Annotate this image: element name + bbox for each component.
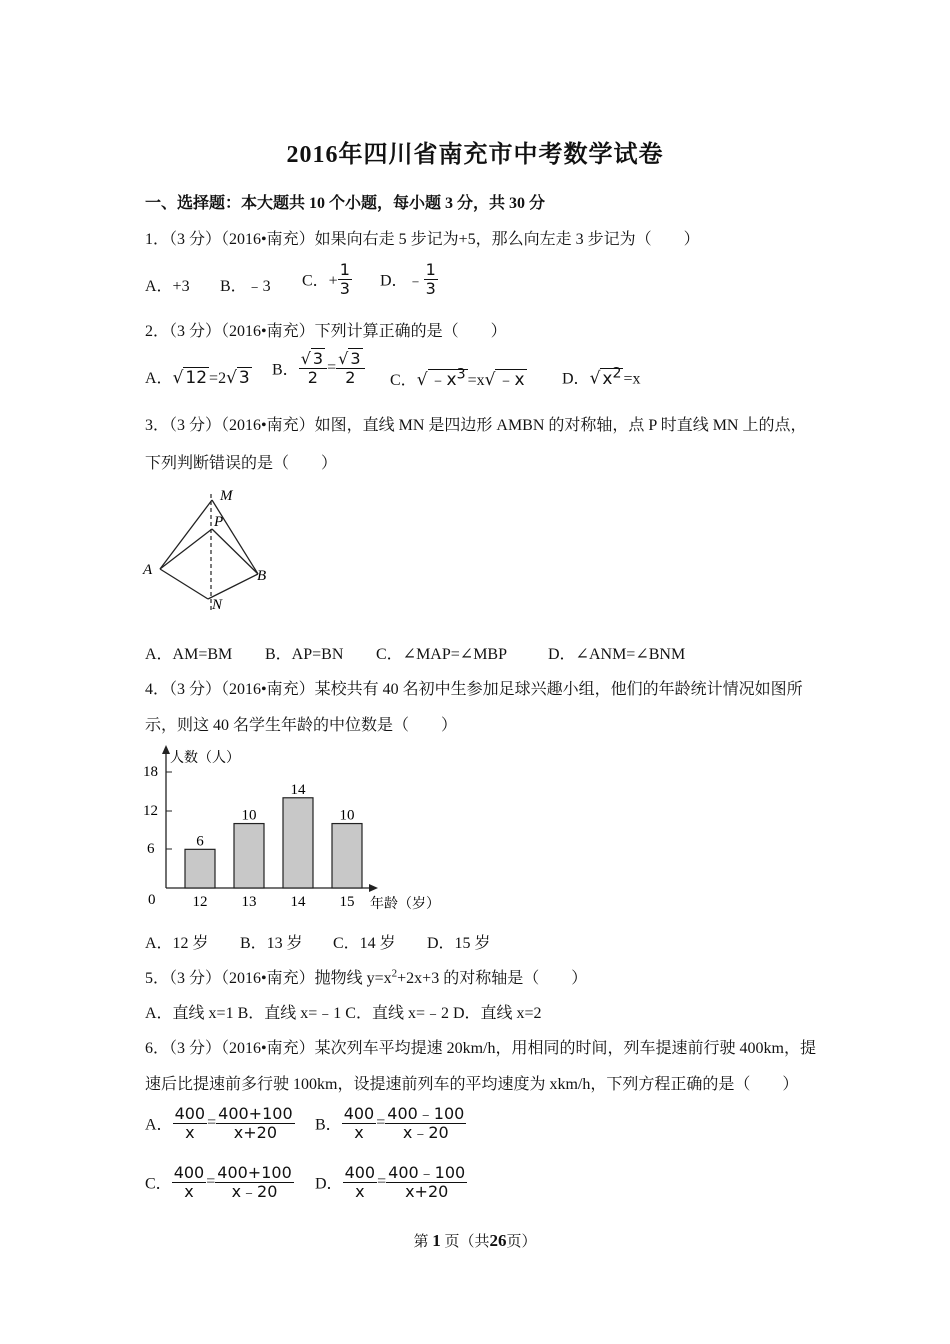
q6-b-right — [385, 1105, 466, 1141]
q3-option-c: C．∠MAP=∠MBP — [376, 646, 507, 663]
page-title: 2016年四川省南充市中考数学试卷 — [286, 142, 664, 168]
q1-c-den: 3 — [339, 278, 350, 298]
q6-b-left — [342, 1105, 377, 1141]
footer-post: 页） — [506, 1234, 537, 1250]
question-5-stem — [145, 965, 587, 988]
question-4-stem-line2: 示，则这 40 名学生年龄的中位数是（ ） — [145, 717, 458, 734]
q2-c-rad1 — [428, 366, 468, 390]
q6-option-d — [315, 1164, 467, 1200]
chart-y-arrow — [162, 745, 170, 754]
chart-ytick-18: 18 — [143, 764, 158, 780]
q6-a-left — [173, 1105, 208, 1141]
q2-b-rnum: √ 3 — [336, 350, 364, 369]
q2-c-label: C． — [390, 372, 417, 389]
q2-d-eq: =x — [623, 370, 641, 388]
chart-x-arrow — [369, 884, 378, 892]
q5-options: A．直线 x=1 B．直线 x=﹣1 C．直线 x=﹣2 D．直线 x=2 — [145, 1005, 542, 1022]
chart-category-label-12: 12 — [192, 894, 208, 910]
q2-a-sqrt2: √ 3 — [226, 368, 250, 388]
chart-value-label-13: 10 — [241, 807, 257, 824]
q2-a-label: A． — [145, 370, 173, 387]
q3-label-p: P — [214, 514, 224, 530]
q6-d-eq: = — [377, 1173, 387, 1191]
q2-b-num-rad: 3 — [312, 349, 324, 368]
q1-c-num: 1 — [339, 260, 350, 279]
q2-b-frac-right — [336, 350, 364, 386]
q3-label-b: B — [257, 568, 267, 584]
q2-d-exp: 2 — [612, 365, 622, 381]
chart-category-label-15: 15 — [339, 894, 355, 910]
chart-bar-15 — [332, 824, 362, 888]
chart-x-label: 年龄（岁） — [370, 897, 440, 912]
chart-value-label-15: 10 — [339, 807, 355, 824]
q2-b-label: B． — [272, 361, 299, 379]
q6-d-ld: x — [355, 1181, 365, 1201]
q6-a-label: A． — [145, 1116, 173, 1134]
q4-option-c: C．14 岁 — [333, 935, 396, 952]
q2-c-rad1-text: ﹣x — [429, 370, 457, 390]
q6-c-rn: 400+100 — [217, 1163, 292, 1182]
question-6-stem-line1: 6．（3 分）（2016•南充）某次列车平均提速 20km/h，用相同的时间，列车提速前行驶 400km，提 — [145, 1040, 816, 1057]
chart-value-label-12: 6 — [196, 833, 204, 850]
q3-option-d: D．∠ANM=∠BNM — [548, 646, 686, 663]
q2-d-label: D． — [562, 370, 590, 388]
q3-label-n: N — [212, 597, 223, 613]
q2-option-a — [145, 365, 252, 388]
q6-a-ld: x — [185, 1122, 195, 1142]
q6-c-left — [172, 1164, 207, 1200]
q4-bar-chart — [140, 742, 450, 917]
q3-line-bn — [208, 574, 258, 599]
q6-b-ln: 400 — [343, 1104, 375, 1123]
q6-b-ld: x — [354, 1122, 364, 1142]
q2-b-eq: = — [327, 359, 337, 377]
q6-d-ln: 400 — [344, 1163, 376, 1182]
q3-label-m: M — [220, 488, 233, 504]
q2-c-sqrt1: √ $﹣x^3$ — [416, 366, 466, 390]
q6-d-left — [343, 1164, 378, 1200]
q6-c-eq: = — [206, 1173, 216, 1191]
q4-option-b: B．13 岁 — [240, 935, 303, 952]
chart-y-label: 人数（人） — [170, 751, 240, 766]
page-footer — [0, 1230, 950, 1251]
q6-a-right — [216, 1105, 294, 1141]
q2-b-frac-left — [299, 350, 327, 386]
q1-option-b: B．﹣3 — [220, 278, 271, 295]
footer-mid: 页（共 — [444, 1234, 490, 1250]
q1-option-d — [380, 261, 438, 297]
q6-c-rd: x﹣20 — [231, 1181, 278, 1201]
q3-line-bp — [212, 529, 258, 574]
q2-c-exp: 3 — [456, 366, 466, 383]
question-3-stem-line1: 3．（3 分）（2016•南充）如图，直线 MN 是四边形 AMBN 的对称轴，点 P 时直线 MN 上的点， — [145, 417, 807, 434]
q6-b-rn: 400﹣100 — [387, 1104, 465, 1123]
q2-option-b — [272, 350, 365, 386]
q6-d-label: D． — [315, 1175, 343, 1193]
q6-d-rd: x+20 — [405, 1181, 449, 1201]
q1-option-a: A．+3 — [145, 278, 190, 295]
q2-a-eq: =2 — [209, 370, 227, 387]
q6-a-ln: 400 — [174, 1104, 206, 1123]
q2-c-eq: =x — [467, 372, 485, 389]
question-4-stem-line1: 4．（3 分）（2016•南充）某校共有 40 名初中生参加足球兴趣小组，他们的年龄统计情况如图所 — [145, 681, 803, 698]
question-3-stem-line2: 下列判断错误的是（ ） — [145, 455, 338, 472]
q2-a-rad1: 12 — [185, 368, 208, 388]
q1-c-label: C．+ — [302, 272, 338, 290]
chart-value-label-14: 14 — [290, 781, 306, 798]
q1-c-fraction — [338, 261, 352, 297]
chart-category-label-14: 14 — [290, 894, 306, 910]
q2-a-rad2: 3 — [238, 368, 250, 388]
q4-option-a: A．12 岁 — [145, 935, 209, 952]
q2-option-d — [562, 365, 641, 389]
section-heading: 一、选择题：本大题共 10 个小题，每小题 3 分，共 30 分 — [145, 195, 546, 212]
q1-d-label: D．﹣ — [380, 272, 424, 290]
q5-stem-pre: 5．（3 分）（2016•南充）抛物线 y=x — [145, 970, 392, 987]
q2-b-rden: 2 — [345, 367, 356, 387]
question-6-stem-line2: 速后比提速前多行驶 100km，设提速前列车的平均速度为 xkm/h，下列方程正确的是（ ） — [145, 1076, 799, 1093]
q1-d-fraction — [424, 261, 438, 297]
q3-line-bm — [212, 500, 258, 574]
q3-label-a: A — [143, 562, 153, 578]
chart-category-label-13: 13 — [241, 894, 257, 910]
footer-total-pages: 26 — [489, 1231, 507, 1250]
q6-c-ln: 400 — [173, 1163, 205, 1182]
q3-option-b: B．AP=BN — [265, 646, 344, 663]
q5-stem-post: +2x+3 的对称轴是（ ） — [397, 970, 588, 987]
q6-a-eq: = — [207, 1114, 217, 1132]
q3-line-an — [160, 569, 208, 599]
q2-c-rad2: ﹣x — [497, 370, 525, 390]
q2-b-rnum-rad: 3 — [350, 349, 361, 368]
q2-option-c — [390, 365, 527, 390]
q6-b-eq: = — [376, 1114, 386, 1132]
q5-stem-sup: 2 — [391, 967, 398, 980]
q6-c-label: C． — [145, 1175, 172, 1193]
q4-option-d: D．15 岁 — [427, 935, 491, 952]
q1-d-den: 3 — [425, 278, 436, 298]
q1-option-c — [302, 261, 352, 297]
q1-d-num: 1 — [425, 260, 436, 279]
q6-c-ld: x — [184, 1181, 194, 1201]
q2-d-rad-text: x — [602, 368, 613, 389]
q3-option-a: A．AM=BM — [145, 646, 233, 663]
question-2-stem: 2．（3 分）（2016•南充）下列计算正确的是（ ） — [145, 323, 507, 340]
q6-b-rd: x﹣20 — [402, 1122, 449, 1142]
question-1-stem: 1．（3 分）（2016•南充）如果向右走 5 步记为+5，那么向左走 3 步记为（ ） — [145, 231, 700, 248]
q6-option-b — [315, 1105, 466, 1141]
q2-b-num: √ 3 — [299, 350, 327, 369]
q6-a-rn: 400+100 — [218, 1104, 293, 1123]
chart-ytick-6: 6 — [147, 841, 155, 857]
chart-bar-12 — [185, 849, 215, 888]
chart-ytick-12: 12 — [143, 803, 158, 819]
q6-option-c — [145, 1164, 294, 1200]
q3-geometry-figure — [140, 484, 280, 614]
q6-d-rn: 400﹣100 — [388, 1163, 466, 1182]
q2-b-den: 2 — [307, 367, 318, 387]
q6-option-a — [145, 1105, 295, 1141]
q2-c-sqrt2: √ ﹣x — [484, 370, 525, 390]
chart-bar-13 — [234, 824, 264, 888]
footer-pre: 第 — [413, 1234, 429, 1250]
q2-a-sqrt1: √ 12 — [172, 368, 208, 388]
q2-d-sqrt: √ $x^2$ — [589, 365, 622, 389]
footer-page-number: 1 — [432, 1231, 441, 1250]
q6-d-right — [386, 1164, 467, 1200]
q6-b-label: B． — [315, 1116, 342, 1134]
q6-a-rd: x+20 — [233, 1122, 277, 1142]
chart-origin-label: 0 — [148, 892, 156, 908]
chart-bar-14 — [283, 798, 313, 888]
q2-d-rad — [600, 365, 623, 389]
q6-c-right — [215, 1164, 293, 1200]
